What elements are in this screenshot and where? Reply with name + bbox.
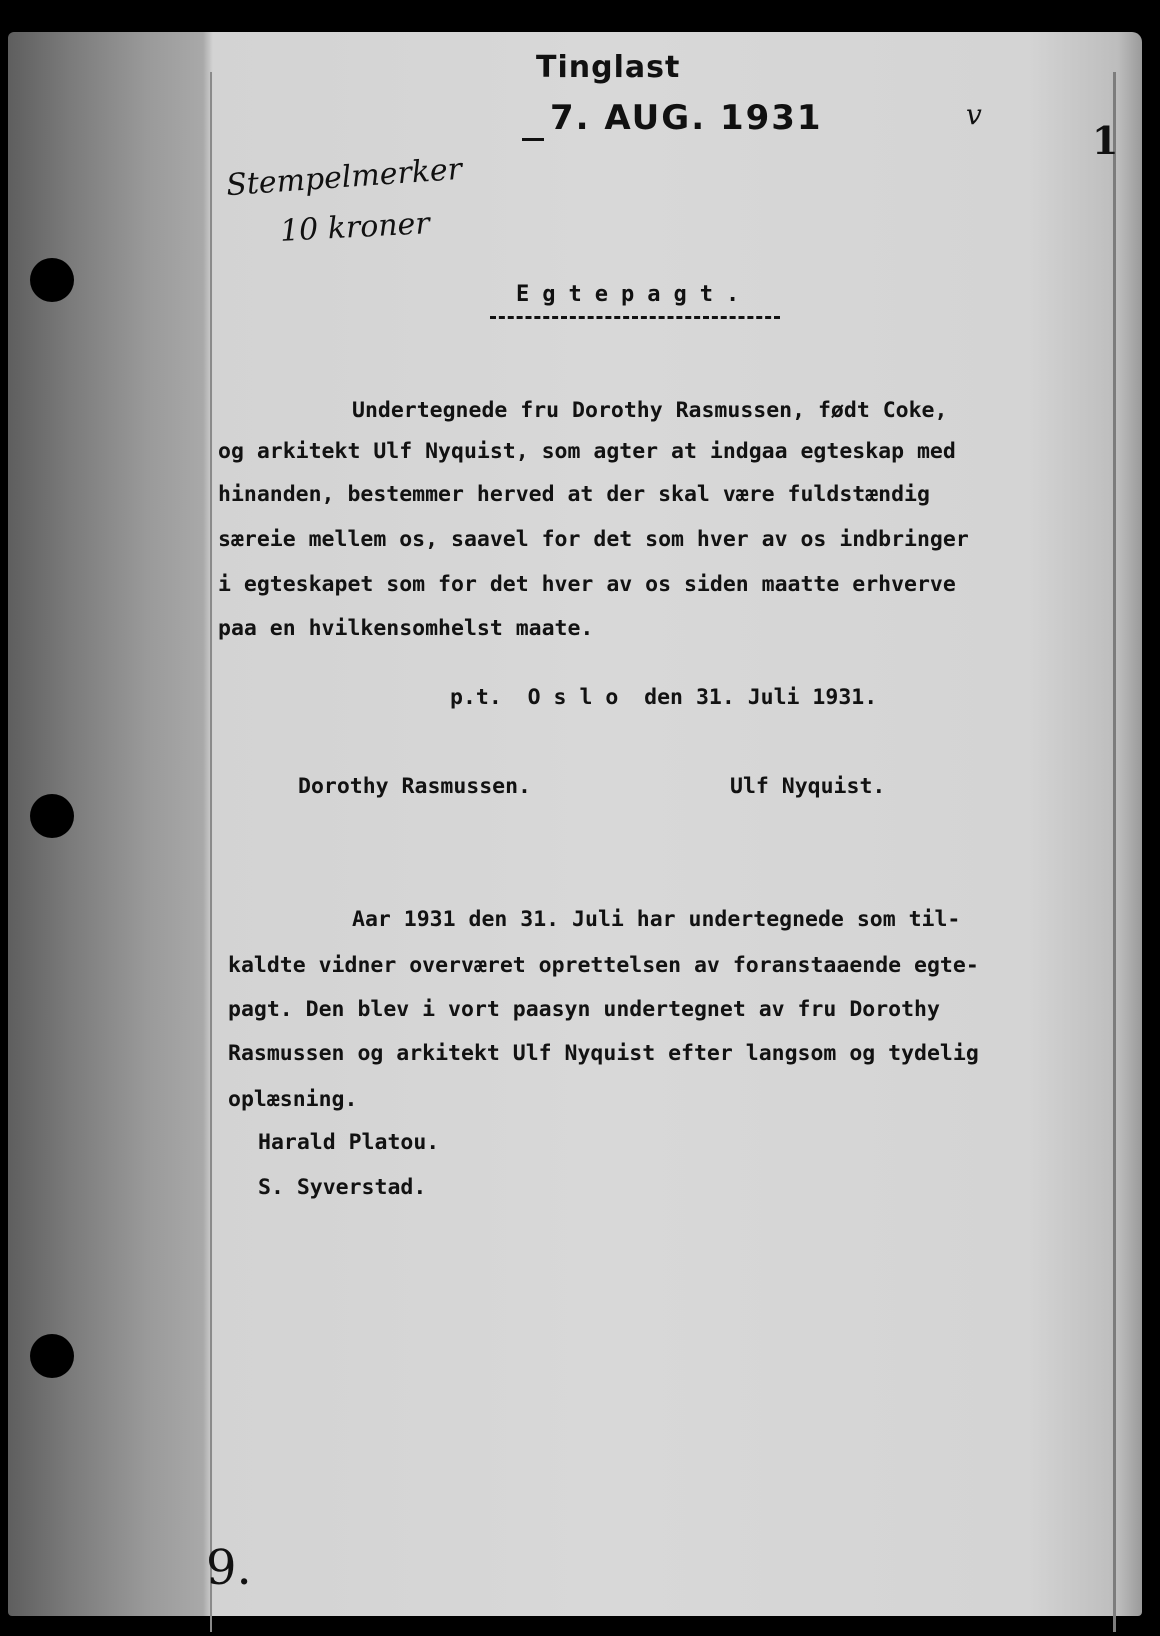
- page-edge-line: [1113, 72, 1116, 1632]
- title-underline: [490, 316, 780, 319]
- handwritten-note: 10 kroner: [279, 206, 431, 249]
- paragraph-line: Undertegnede fru Dorothy Rasmussen, født Coke,: [352, 398, 948, 423]
- signature-ulf: Ulf Nyquist.: [730, 774, 886, 799]
- paragraph-line: Rasmussen og arkitekt Ulf Nyquist efter langsom og tydelig: [228, 1041, 979, 1066]
- paragraph-line: oplæsning.: [228, 1087, 358, 1112]
- place-and-date: p.t. O s l o den 31. Juli 1931.: [450, 685, 878, 710]
- binding-margin-line: [210, 72, 212, 1632]
- paragraph-line: pagt. Den blev i vort paasyn undertegnet av fru Dorothy: [228, 997, 940, 1022]
- punch-hole: [30, 794, 74, 838]
- punch-hole: [30, 1334, 74, 1378]
- handwritten-note: Stempelmerker: [225, 151, 464, 204]
- paragraph-line: i egteskapet som for det hver av os siden maatte erhverve: [218, 572, 956, 597]
- check-mark: v: [966, 98, 982, 131]
- page-number: 1: [1092, 118, 1119, 163]
- witness-signature: S. Syverstad.: [258, 1175, 427, 1200]
- document-page: [8, 32, 1142, 1616]
- paragraph-line: særeie mellem os, saavel for det som hver av os indbringer: [218, 527, 969, 552]
- signature-dorothy: Dorothy Rasmussen.: [298, 774, 531, 799]
- paragraph-line: hinanden, bestemmer herved at der skal være fuldstændig: [218, 482, 930, 507]
- registration-stamp-date: 7. AUG. 1931: [550, 98, 823, 138]
- witness-signature: Harald Platou.: [258, 1130, 440, 1155]
- document-title: Egtepagt.: [516, 282, 753, 307]
- paragraph-line: kaldte vidner overværet oprettelsen av foranstaaende egte-: [228, 953, 979, 978]
- punch-hole: [30, 258, 74, 302]
- stamp-mark: [522, 138, 544, 141]
- paragraph-line: Aar 1931 den 31. Juli har undertegnede som til-: [352, 907, 961, 932]
- paragraph-line: paa en hvilkensomhelst maate.: [218, 616, 594, 641]
- paragraph-line: og arkitekt Ulf Nyquist, som agter at indgaa egteskap med: [218, 439, 956, 464]
- registration-stamp-title: Tinglast: [536, 50, 681, 85]
- handwritten-folio-number: 9.: [206, 1540, 252, 1596]
